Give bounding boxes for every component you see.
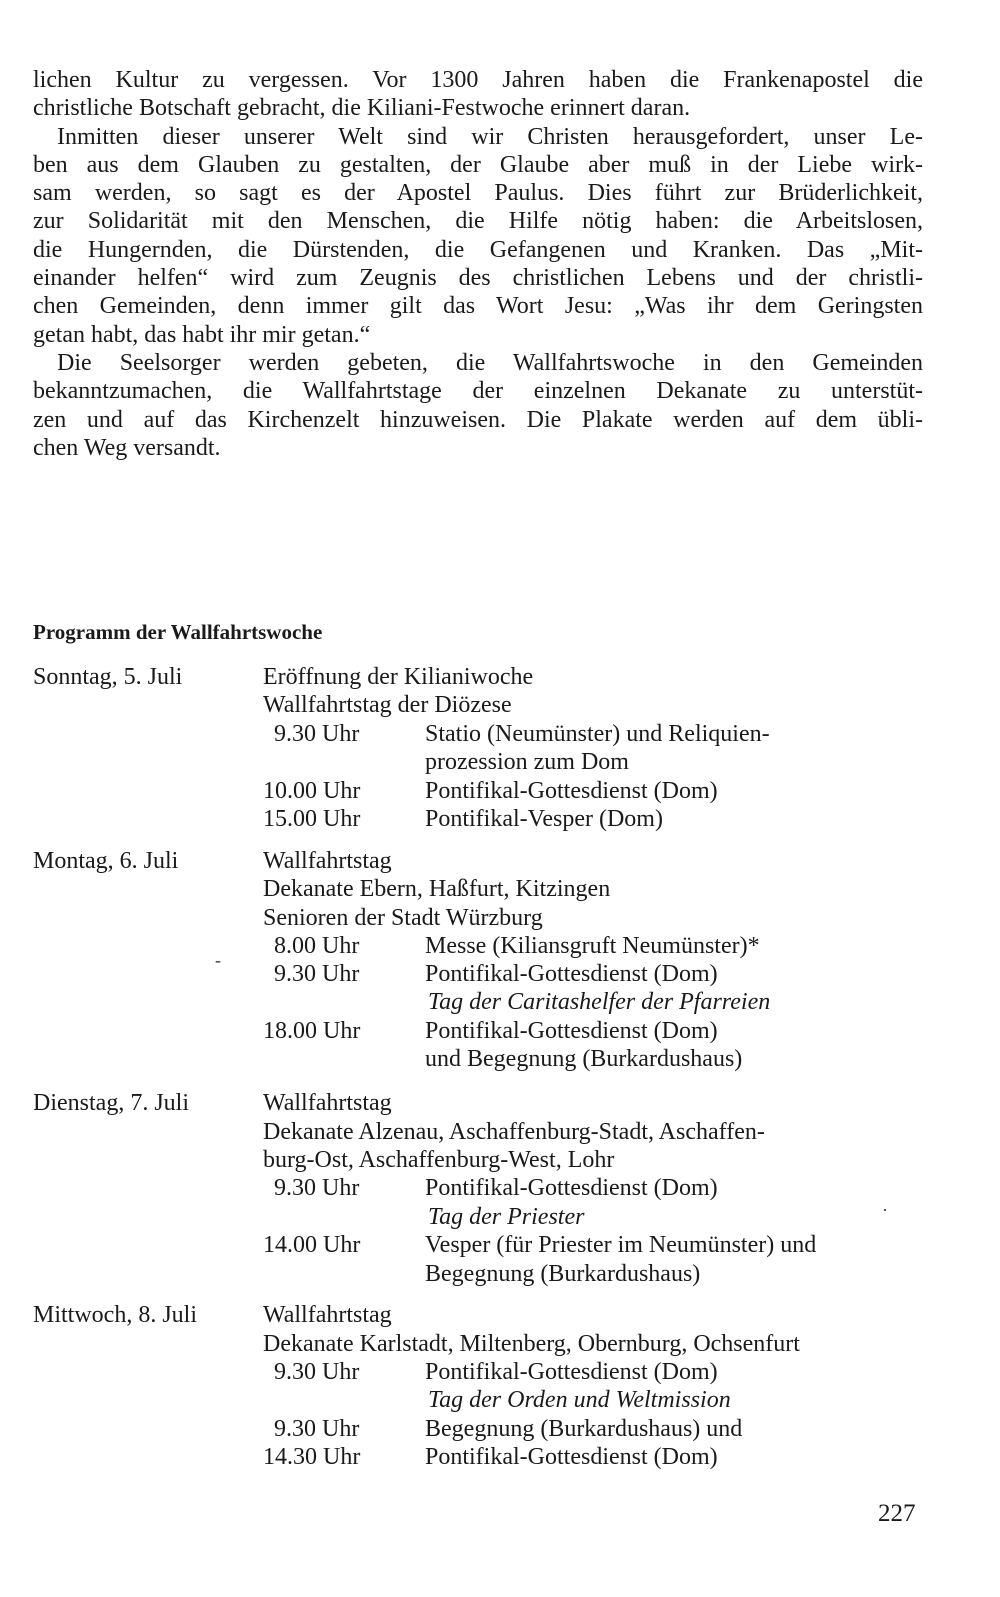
event-description: Pontifikal-Gottesdienst (Dom) (425, 961, 718, 987)
day-heading-line: Wallfahrtstag (263, 848, 392, 874)
text-line: einander helfen“ wird zum Zeugnis des christlichen Lebens und der christli- (33, 265, 923, 292)
event-note: Tag der Caritashelfer der Pfarreien (428, 989, 771, 1015)
text-line: chen Weg versandt. (33, 434, 221, 461)
event-description: Pontifikal-Vesper (Dom) (425, 806, 663, 832)
text-line: chen Gemeinden, denn immer gilt das Wort Jesu: „Was ihr dem Geringsten (33, 293, 923, 320)
day-heading-line: Senioren der Stadt Würzburg (263, 905, 543, 931)
event-description: Pontifikal-Gottesdienst (Dom) (425, 1444, 718, 1470)
text-line: zur Solidarität mit den Menschen, die Hilfe nötig haben: die Arbeitslosen, (33, 208, 923, 235)
event-description: Begegnung (Burkardushaus) (425, 1261, 701, 1287)
event-time: 8.00 Uhr (274, 933, 360, 959)
text-line: ben aus dem Glauben zu gestalten, der Glaube aber muß in der Liebe wirk- (33, 151, 923, 178)
day-heading-line: Wallfahrtstag (263, 1090, 392, 1116)
day-heading-line: Wallfahrtstag (263, 1302, 392, 1328)
day-label: Montag, 6. Juli (33, 848, 179, 874)
day-heading-line: Dekanate Alzenau, Aschaffenburg-Stadt, Aschaffen- (263, 1119, 765, 1145)
event-time: 9.30 Uhr (274, 1416, 360, 1442)
event-description: Pontifikal-Gottesdienst (Dom) (425, 1359, 718, 1385)
event-time: 14.00 Uhr (263, 1232, 361, 1258)
text-line: lichen Kultur zu vergessen. Vor 1300 Jahren haben die Frankenapostel die (33, 67, 923, 93)
event-time: 15.00 Uhr (263, 806, 361, 832)
day-heading-line: Wallfahrtstag der Diözese (263, 692, 512, 718)
text-line: bekanntzumachen, die Wallfahrtstage der einzelnen Dekanate zu unterstüt- (33, 378, 923, 405)
scan-mark: - (215, 950, 221, 970)
program-heading: Programm der Wallfahrtswoche (33, 620, 323, 644)
event-time: 9.30 Uhr (274, 721, 360, 747)
day-heading-line: Dekanate Ebern, Haßfurt, Kitzingen (263, 876, 611, 902)
event-description: prozession zum Dom (425, 749, 629, 775)
text-line: zen und auf das Kirchenzelt hinzuweisen. Die Plakate werden auf dem übli- (33, 406, 923, 433)
text-line: die Hungernden, die Dürstenden, die Gefangenen und Kranken. Das „Mit- (33, 236, 923, 263)
event-description: Vesper (für Priester im Neumünster) und (425, 1232, 817, 1258)
day-heading-line: burg-Ost, Aschaffenburg-West, Lohr (263, 1147, 615, 1173)
text-line: sam werden, so sagt es der Apostel Paulus. Dies führt zur Brüderlichkeit, (33, 180, 923, 207)
event-time: 9.30 Uhr (274, 1175, 360, 1201)
event-description: Begegnung (Burkardushaus) und (425, 1416, 743, 1442)
event-time: 18.00 Uhr (263, 1018, 361, 1044)
event-description: Pontifikal-Gottesdienst (Dom) (425, 778, 718, 804)
page-number: 227 (878, 1500, 916, 1527)
day-heading-line: Dekanate Karlstadt, Miltenberg, Obernburg, Ochsenfurt (263, 1331, 800, 1357)
event-description: und Begegnung (Burkardushaus) (425, 1046, 743, 1072)
event-time: 9.30 Uhr (274, 961, 360, 987)
event-description: Messe (Kiliansgruft Neumünster)* (425, 933, 760, 959)
event-time: 9.30 Uhr (274, 1359, 360, 1385)
scan-mark: · (882, 1200, 888, 1220)
day-label: Mittwoch, 8. Juli (33, 1302, 198, 1328)
intro-text (33, 66, 923, 462)
day-label: Sonntag, 5. Juli (33, 664, 183, 690)
event-note: Tag der Orden und Weltmission (428, 1387, 731, 1413)
event-time: 14.30 Uhr (263, 1444, 361, 1470)
day-label: Dienstag, 7. Juli (33, 1090, 189, 1116)
event-description: Pontifikal-Gottesdienst (Dom) (425, 1175, 718, 1201)
text-line: Inmitten dieser unserer Welt sind wir Christen herausgefordert, unser Le- (57, 123, 923, 150)
event-note: Tag der Priester (428, 1204, 585, 1230)
day-heading-line: Eröffnung der Kilianiwoche (263, 664, 534, 690)
text-line: christliche Botschaft gebracht, die Kiliani-Festwoche erinnert daran. (33, 95, 691, 122)
text-line: Die Seelsorger werden gebeten, die Wallfahrtswoche in den Gemeinden (57, 349, 923, 376)
text-line: getan habt, das habt ihr mir getan.“ (33, 321, 371, 348)
event-time: 10.00 Uhr (263, 778, 361, 804)
event-description: Pontifikal-Gottesdienst (Dom) (425, 1018, 718, 1044)
event-description: Statio (Neumünster) und Reliquien- (425, 721, 770, 747)
